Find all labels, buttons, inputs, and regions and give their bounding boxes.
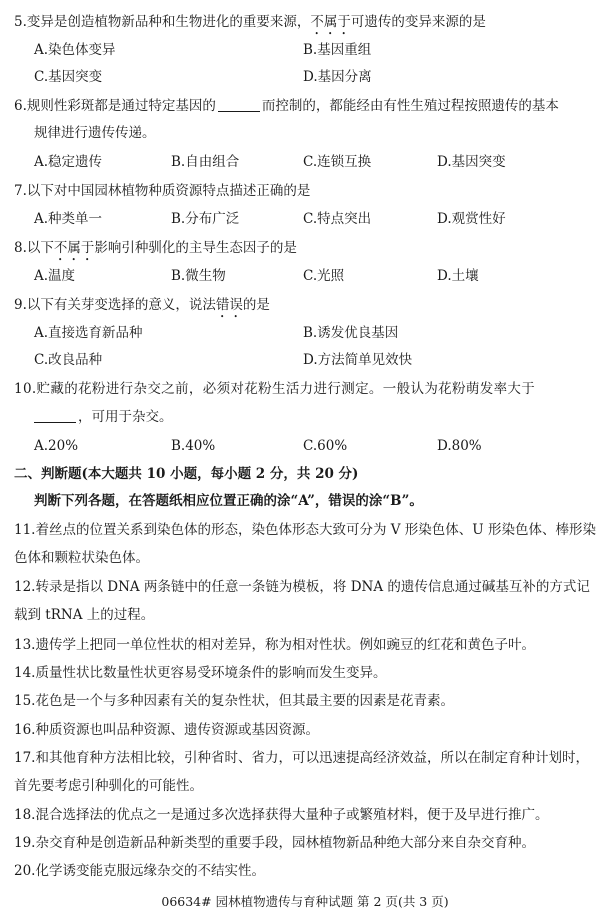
question-9-stem: 9.以下有关芽变选择的意义，说法错误的是 xyxy=(14,297,270,313)
emphasized-text: 不属于 xyxy=(53,240,95,256)
question-6-option-d: D.基因突变 xyxy=(437,154,506,170)
question-5-option-d: D.基因分离 xyxy=(303,69,372,85)
question-7-option-d: D.观赏性好 xyxy=(437,211,506,227)
question-8-option-d: D.土壤 xyxy=(437,268,479,284)
question-10-option-a: A.20% xyxy=(34,438,79,454)
question-9-option-b: B.诱发优良基因 xyxy=(303,325,399,341)
emphasized-text: 错误 xyxy=(215,297,243,313)
question-20: 20.化学诱变能克服远缘杂交的不结实性。 xyxy=(14,863,265,879)
question-9-option-c: C.改良品种 xyxy=(34,352,103,368)
question-15: 15.花色是一个与多种因素有关的复杂性状，但其最主要的因素是花青素。 xyxy=(14,693,454,709)
question-10-option-b: B.40% xyxy=(171,438,216,454)
section-heading: 二、判断题(本大题共 10 小题，每小题 2 分，共 20 分) xyxy=(14,466,359,482)
question-10-option-d: D.80% xyxy=(437,438,482,454)
answer-blank xyxy=(34,408,76,423)
section-instruction: 判断下列各题，在答题纸相应位置正确的涂“A”，错误的涂“B”。 xyxy=(34,493,423,509)
question-16: 16.种质资源也叫品种资源、遗传资源或基因资源。 xyxy=(14,722,319,738)
question-6-option-a: A.稳定遗传 xyxy=(34,154,103,170)
page-footer: 06634# 园林植物遗传与育种试题 第 2 页(共 3 页) xyxy=(161,894,449,909)
question-6-stem: 6.规则性彩斑都是通过特定基因的 而控制的，都能经由有性生殖过程按照遗传的基本 xyxy=(14,98,559,114)
question-9-option-a: A.直接选育新品种 xyxy=(34,325,143,341)
question-5-option-b: B.基因重组 xyxy=(303,42,372,58)
emphasized-text: 不属于 xyxy=(310,14,351,30)
question-6-option-c: C.连锁互换 xyxy=(303,154,372,170)
question-5-option-c: C.基因突变 xyxy=(34,69,103,85)
question-17: 17.和其他育种方法相比较，引种省时、省力，可以迅速提高经济效益，所以在制定育种计划时，首先要考虑引种驯化的可能性。 xyxy=(14,750,589,794)
question-8-option-a: A.温度 xyxy=(34,268,76,284)
question-6-option-b: B.自由组合 xyxy=(171,154,240,170)
question-10-option-c: C.60% xyxy=(303,438,348,454)
question-12: 12.转录是指以 DNA 两条链中的任意一条链为模板，将 DNA 的遗传信息通过碱基互补的方式记载到 tRNA 上的过程。 xyxy=(14,579,590,623)
question-10-stem-continued: ，可用于杂交。 xyxy=(34,408,600,426)
answer-blank xyxy=(218,97,260,112)
question-6-stem-continued: 规律进行遗传传递。 xyxy=(34,125,156,141)
question-7-option-b: B.分布广泛 xyxy=(171,211,240,227)
question-7-stem: 7.以下对中国园林植物种质资源特点描述正确的是 xyxy=(14,183,311,199)
question-7-option-a: A.种类单一 xyxy=(34,211,103,227)
question-9-option-d: D.方法简单见效快 xyxy=(303,352,413,368)
question-14: 14.质量性状比数量性状更容易受环境条件的影响而发生变异。 xyxy=(14,665,387,681)
question-5-stem: 5.变异是创造植物新品种和生物进化的重要来源，不属于可遗传的变异来源的是 xyxy=(14,14,486,30)
question-13: 13.遗传学上把同一单位性状的相对差异，称为相对性状。例如豌豆的红花和黄色子叶。 xyxy=(14,637,535,653)
question-8-option-b: B.微生物 xyxy=(171,268,226,284)
question-10-stem: 10.贮藏的花粉进行杂交之前，必须对花粉生活力进行测定。一般认为花粉萌发率大于 xyxy=(14,381,536,397)
question-19: 19.杂交育种是创造新品种新类型的重要手段，园林植物新品种绝大部分来自杂交育种。 xyxy=(14,835,535,851)
question-5-option-a: A.染色体变异 xyxy=(34,42,116,58)
question-7-option-c: C.特点突出 xyxy=(303,211,372,227)
question-18: 18.混合选择法的优点之一是通过多次选择获得大量种子或繁殖材料，便于及早进行推广。 xyxy=(14,807,549,823)
question-8-stem: 8.以下不属于影响引种驯化的主导生态因子的是 xyxy=(14,240,297,256)
question-11: 11.着丝点的位置关系到染色体的形态，染色体形态大致可分为 V 形染色体、U 形染色体、棒形染色体和颗粒状染色体。 xyxy=(14,522,596,566)
question-8-option-c: C.光照 xyxy=(303,268,345,284)
